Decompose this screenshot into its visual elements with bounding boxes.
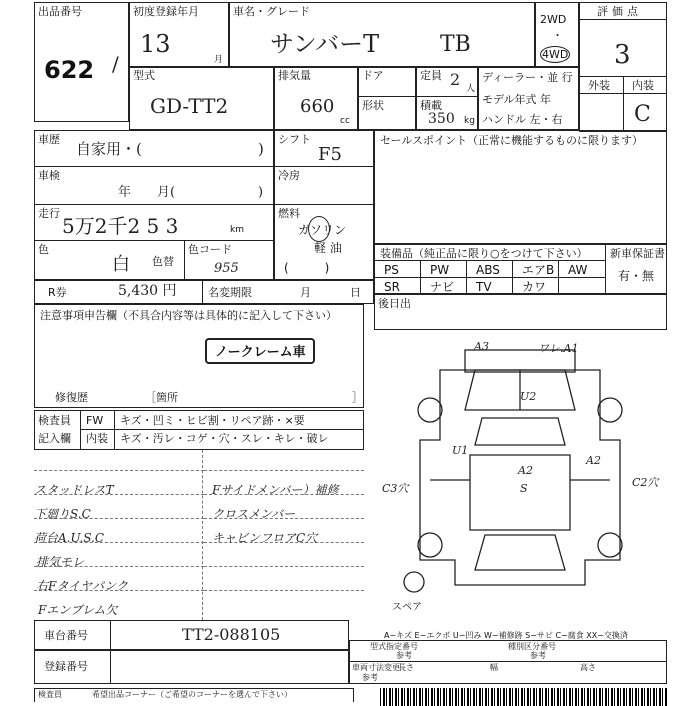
mileage-label: 走行: [38, 207, 60, 220]
capacity-label: 定員: [420, 69, 442, 82]
first-reg-year: 13: [140, 30, 171, 58]
first-reg-month-unit: 月: [214, 55, 224, 65]
note-right-2: キャビンフロアC穴: [212, 531, 318, 545]
reg-label: 登録番号: [44, 660, 88, 673]
fuel-label: 燃料: [278, 207, 300, 220]
equipment-item: ナビ: [430, 280, 455, 294]
lot-slash: /: [112, 52, 119, 76]
change-reference: 参考: [362, 673, 378, 682]
inspection-label: 車検: [38, 169, 60, 182]
shape-label: 形状: [362, 99, 384, 112]
car-name: サンバーT: [270, 30, 380, 58]
sales-point-label: セールスポイント（正常に機能するものに限ります）: [380, 134, 644, 147]
later-box: [374, 294, 667, 330]
equipment-item: PS: [384, 263, 399, 277]
inspection-close: ): [258, 185, 264, 200]
color-code: 955: [214, 261, 239, 276]
change-label: 車両寸法変更: [352, 663, 400, 672]
repair-label: 修復歴: [55, 391, 88, 404]
car-name-label: 車名・グレード: [233, 5, 310, 18]
mark-a2-center: A2: [518, 464, 533, 477]
repair-value: ［箇所: [145, 391, 178, 404]
capacity-unit: 人: [466, 84, 476, 94]
interior-check-label: 内装: [86, 432, 108, 445]
note-left-1: 下廻りS.C: [34, 507, 91, 521]
note-left-2: 荷台A.U.S.C: [34, 531, 105, 545]
spare-wheel-icon: [404, 572, 424, 592]
mark-c3: C3穴: [382, 482, 409, 495]
fuel-diesel: 軽 油: [314, 241, 342, 255]
mark-a3: A3: [474, 340, 489, 353]
drive-2wd: 2WD: [540, 13, 567, 26]
spare-label: スペア: [392, 602, 422, 613]
name-change-day: 日: [350, 286, 361, 299]
diagram-roof: [475, 418, 565, 445]
chassis-value: TT2-088105: [182, 625, 281, 644]
first-reg-label: 初度登録年月: [133, 5, 199, 18]
ac-label: 冷房: [278, 169, 300, 182]
mark-u1: U1: [452, 444, 469, 457]
damage-legend: A−キズ E−エクボ U−凹み W−補修跡 S−サビ C−腐食 XX−交換済: [384, 631, 628, 640]
load-label: 積載: [420, 99, 442, 112]
mileage-unit: km: [230, 225, 244, 235]
rating-label: 評価点: [597, 5, 642, 18]
length-label: 長さ: [398, 663, 414, 672]
category-label: 種別区分番号: [508, 642, 556, 651]
equipment-item: カワ: [522, 280, 547, 294]
color-value: 白: [112, 254, 130, 275]
displacement-value: 660: [300, 96, 335, 117]
interior-grade: C: [634, 102, 651, 127]
later-label: 後日出: [378, 297, 411, 310]
footer-left-label: 検査員: [38, 690, 62, 699]
inspection-value: 年 月(: [118, 185, 176, 200]
history-value: 自家用・(: [76, 140, 142, 158]
entry-label: 記入欄: [38, 432, 71, 445]
history-close: ): [258, 140, 264, 158]
chassis-label: 車台番号: [44, 629, 88, 642]
drive-dot: ・: [552, 29, 563, 42]
fw-items: キズ・凹ミ・ヒビ割・リペア跡・×要: [120, 414, 305, 427]
exterior-label: 外装: [588, 79, 610, 92]
warranty-label: 新車保証書: [610, 247, 665, 260]
note-left-3: 排気モレ: [36, 555, 85, 569]
equipment-item: PW: [430, 263, 450, 277]
vehicle-damage-diagram: [370, 330, 670, 620]
notes-label: 注意事項申告欄（不具合内容等は具体的に記入して下さい）: [40, 309, 337, 322]
wheel-front-left-icon: [418, 398, 442, 422]
fuel-paren: ( ): [284, 261, 330, 275]
barcode-icon: [380, 688, 667, 706]
model-value: GD-TT2: [150, 94, 229, 118]
equipment-item: エアB: [522, 263, 555, 277]
fuel-gas: ガソリン: [298, 223, 347, 237]
car-grade: TB: [440, 32, 471, 57]
shift-value: F5: [318, 144, 342, 165]
equipment-label: 装備品（純正品に限り○をつけて下さい）: [380, 247, 588, 260]
recycle-value: 5,430 円: [118, 283, 177, 299]
load-unit: kg: [464, 116, 475, 126]
recycle-label: R券: [48, 286, 67, 299]
inspector-label: 検査員: [38, 414, 71, 427]
color-code-label: 色コード: [188, 243, 232, 256]
category-reference: 参考: [530, 651, 546, 660]
fw-label: FW: [86, 414, 104, 427]
recycle-box: [34, 280, 374, 304]
displacement-unit: cc: [340, 116, 350, 126]
mark-c2: C2穴: [632, 476, 659, 489]
repair-close: ］: [352, 391, 363, 404]
wheel-front-right-icon: [598, 398, 622, 422]
note-right-1: クロスメンバー: [212, 507, 296, 521]
height-label: 高さ: [580, 663, 596, 672]
name-change-month: 月: [300, 286, 311, 299]
mileage-value: 5万2千2 5 3: [62, 214, 179, 238]
interior-label: 内装: [632, 79, 654, 92]
fuel-gas-circle-icon: [308, 216, 330, 242]
equipment-item: SR: [384, 280, 400, 294]
equipment-item: TV: [476, 280, 492, 294]
footer-text: 希望出品コーナー（ご希望のコーナーを選んで下さい）: [92, 690, 292, 699]
capacity-value: 2: [450, 70, 461, 89]
dealer-label: ディーラー・並 行: [482, 71, 573, 84]
mark-a1: ワレ.A1: [538, 342, 579, 355]
handwritten-notes-area: [34, 450, 364, 620]
no-claim-stamp: ノークレーム車: [205, 338, 315, 364]
note-left-0: スタッドレスT: [34, 483, 114, 497]
displacement-label: 排気量: [278, 69, 311, 82]
lot-label: 出品番号: [38, 5, 82, 18]
diagram-cab-rear: [475, 535, 565, 570]
sales-point-box: [374, 130, 667, 244]
mark-a2-right: A2: [586, 454, 601, 467]
history-label: 車歴: [38, 133, 60, 146]
color-label: 色: [38, 243, 49, 256]
color-change-label: 色替: [152, 255, 174, 268]
interior-check-items: キズ・汚レ・コゲ・穴・スレ・キレ・破レ: [120, 432, 329, 445]
equipment-item: AW: [568, 263, 588, 277]
name-change-label: 名変期限: [208, 286, 252, 299]
spec-reference: 参考: [396, 651, 412, 660]
lot-number: 622: [44, 56, 95, 84]
load-value: 350: [428, 111, 455, 127]
wheel-rear-left-icon: [418, 533, 442, 557]
rating-value: 3: [614, 40, 631, 70]
note-right-0: Fサイドメンバー）補修: [212, 483, 339, 497]
equipment-item: ABS: [476, 263, 500, 277]
note-left-4: 右Fタイヤパンク: [36, 579, 128, 593]
drive-4wd: 4WD: [542, 48, 569, 61]
note-left-5: Fエンブレム欠: [38, 603, 118, 617]
width-label: 幅: [490, 663, 498, 672]
door-label: ドア: [362, 69, 384, 82]
handle-label: ハンドル 左・右: [482, 113, 563, 126]
diagram-wheels: [404, 398, 622, 592]
mark-s: S: [520, 482, 528, 495]
mark-u2: U2: [520, 390, 537, 403]
warranty-value: 有・無: [618, 269, 655, 283]
model-label: 型式: [133, 69, 155, 82]
spec-number-label: 型式指定番号: [370, 642, 418, 651]
shift-label: シフト: [278, 133, 311, 146]
model-year-label: モデル年式 年: [482, 93, 551, 106]
wheel-rear-right-icon: [598, 533, 622, 557]
